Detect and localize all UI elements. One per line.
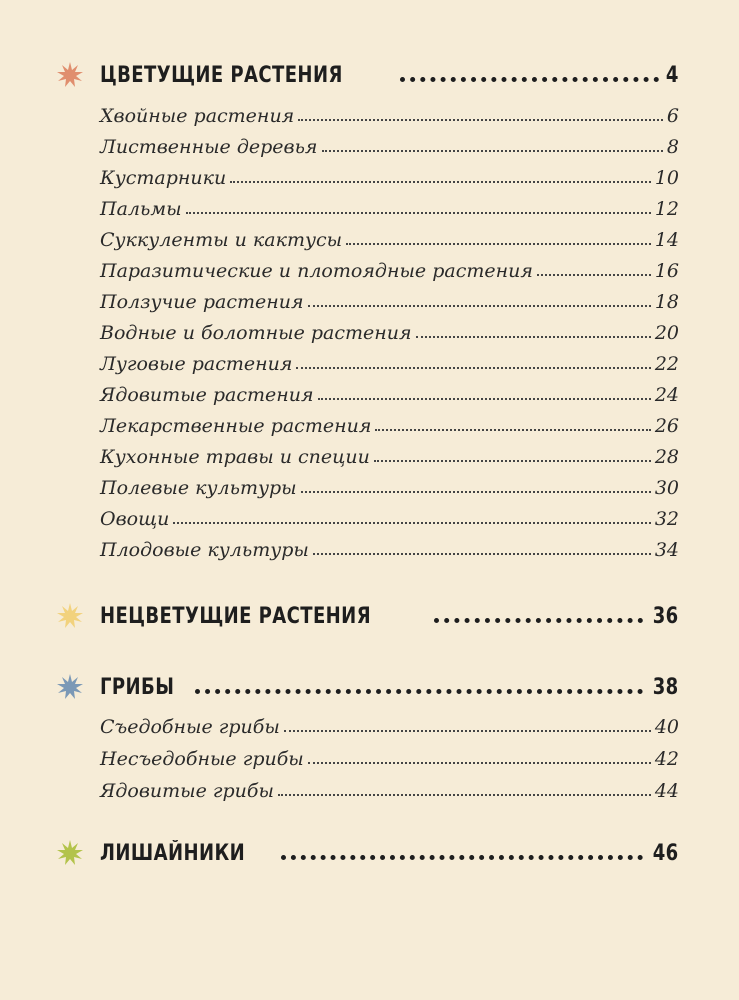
page-number: 18 — [654, 291, 679, 313]
page-number: 20 — [654, 322, 679, 344]
item-title: Несъедобные грибы — [100, 748, 304, 770]
item-title: Кустарники — [100, 167, 227, 189]
toc-section-lichens[interactable] — [100, 836, 679, 866]
toc-item[interactable] — [100, 438, 679, 468]
dot-leader — [284, 730, 651, 732]
toc-section-flowering[interactable] — [100, 58, 679, 88]
dot-leader — [173, 522, 650, 524]
dot-leader — [301, 491, 651, 493]
dot-leader — [296, 367, 650, 369]
dot-leader — [322, 150, 663, 152]
toc-item[interactable] — [100, 708, 679, 738]
item-title: Ядовитые грибы — [100, 780, 274, 802]
toc-item[interactable] — [100, 221, 679, 251]
page-number: 34 — [654, 539, 679, 561]
dot-leader — [400, 77, 659, 82]
toc-item[interactable] — [100, 159, 679, 189]
dot-leader — [281, 855, 643, 860]
item-title: Хвойные растения — [100, 105, 295, 127]
item-title: Луговые растения — [100, 353, 293, 375]
toc-item[interactable] — [100, 740, 679, 770]
green-burst-icon — [57, 840, 83, 866]
section-title: ЦВЕТУЩИЕ РАСТЕНИЯ — [100, 63, 343, 88]
dot-leader — [374, 460, 651, 462]
yellow-burst-icon — [57, 603, 83, 629]
item-title: Водные и болотные растения — [100, 322, 412, 344]
page-number: 6 — [666, 105, 679, 127]
item-title: Ползучие растения — [100, 291, 304, 313]
dot-leader — [313, 553, 651, 555]
toc-item[interactable] — [100, 345, 679, 375]
item-title: Полевые культуры — [100, 477, 297, 499]
dot-leader — [308, 762, 651, 764]
item-title: Пальмы — [100, 198, 182, 220]
toc-item[interactable] — [100, 376, 679, 406]
item-title: Лекарственные растения — [100, 415, 372, 437]
page-number: 8 — [666, 136, 679, 158]
toc-item[interactable] — [100, 283, 679, 313]
dot-leader — [346, 243, 651, 245]
blue-burst-icon — [57, 674, 83, 700]
dot-leader — [278, 794, 651, 796]
toc-item[interactable] — [100, 252, 679, 282]
page-number: 4 — [666, 63, 679, 88]
toc-section-fungi[interactable] — [100, 670, 679, 700]
dot-leader — [230, 181, 651, 183]
section-title: НЕЦВЕТУЩИЕ РАСТЕНИЯ — [100, 604, 371, 629]
page-number: 22 — [654, 353, 679, 375]
dot-leader — [308, 305, 651, 307]
toc-item[interactable] — [100, 500, 679, 530]
item-title: Ядовитые растения — [100, 384, 314, 406]
page-number: 40 — [654, 716, 679, 738]
item-title: Лиственные деревья — [100, 136, 318, 158]
page-number: 38 — [653, 675, 679, 700]
section-title: ГРИБЫ — [100, 675, 175, 700]
page-number: 28 — [654, 446, 679, 468]
toc-item[interactable] — [100, 531, 679, 561]
page-number: 14 — [654, 229, 679, 251]
dot-leader — [434, 618, 643, 623]
page-number: 26 — [654, 415, 679, 437]
toc-section-nonflowering[interactable] — [100, 599, 679, 629]
item-title: Суккуленты и кактусы — [100, 229, 343, 251]
toc-item[interactable] — [100, 772, 679, 802]
item-title: Кухонные травы и специи — [100, 446, 370, 468]
dot-leader — [186, 212, 651, 214]
dot-leader — [375, 429, 650, 431]
page-number: 46 — [653, 841, 679, 866]
dot-leader — [537, 274, 651, 276]
page-number: 36 — [653, 604, 679, 629]
toc-item[interactable] — [100, 469, 679, 499]
orange-burst-icon — [57, 62, 83, 88]
dot-leader — [318, 398, 651, 400]
toc-item[interactable] — [100, 190, 679, 220]
item-title: Паразитические и плотоядные растения — [100, 260, 533, 282]
page-number: 16 — [654, 260, 679, 282]
dot-leader — [195, 689, 644, 694]
toc-item[interactable] — [100, 314, 679, 344]
page-number: 44 — [654, 780, 679, 802]
item-title: Овощи — [100, 508, 170, 530]
toc-item[interactable] — [100, 97, 679, 127]
toc-item[interactable] — [100, 407, 679, 437]
item-title: Съедобные грибы — [100, 716, 280, 738]
dot-leader — [416, 336, 651, 338]
page-number: 32 — [654, 508, 679, 530]
item-title: Плодовые культуры — [100, 539, 309, 561]
section-title: ЛИШАЙНИКИ — [100, 841, 246, 866]
page-number: 10 — [654, 167, 679, 189]
dot-leader — [298, 119, 663, 121]
toc-item[interactable] — [100, 128, 679, 158]
page-number: 42 — [654, 748, 679, 770]
page-number: 30 — [654, 477, 679, 499]
page-number: 12 — [654, 198, 679, 220]
page-number: 24 — [654, 384, 679, 406]
